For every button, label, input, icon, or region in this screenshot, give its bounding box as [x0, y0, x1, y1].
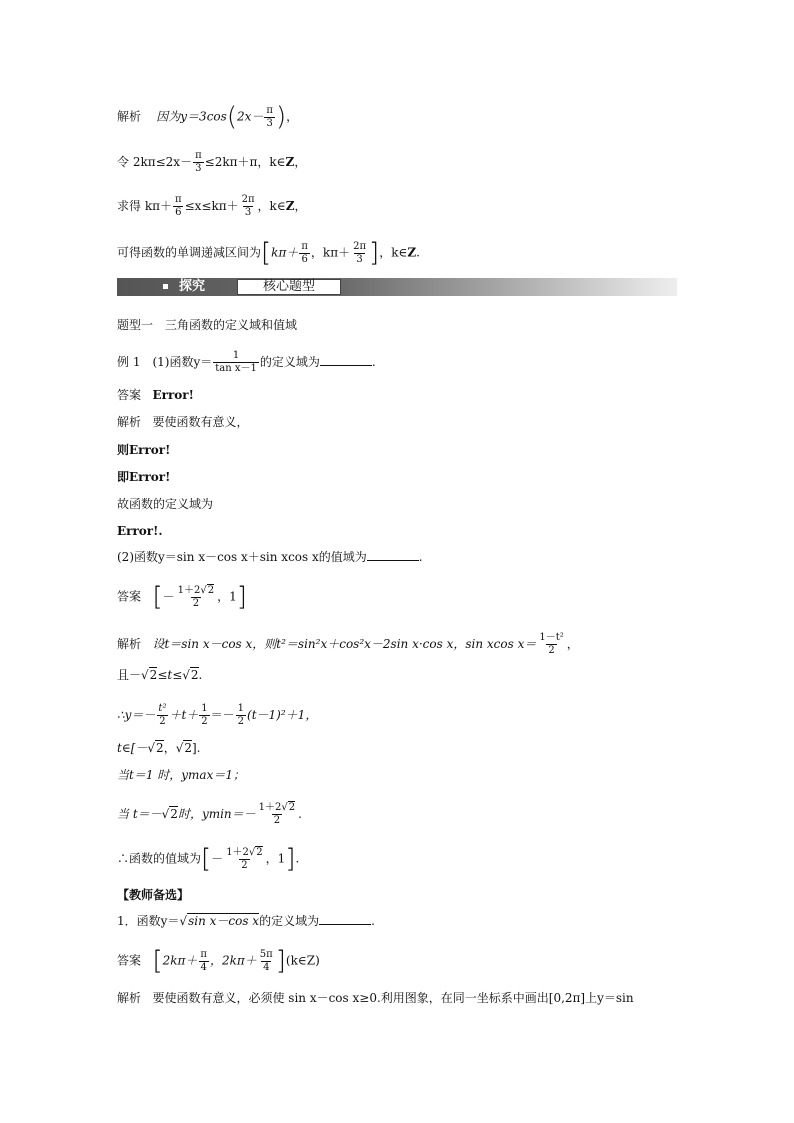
- fraction: $\frac{2\pi}{3}$: [241, 194, 255, 218]
- teacher-heading: 【教师备选】: [117, 888, 190, 902]
- fraction: $\frac{\pi}{6}$: [301, 240, 308, 265]
- answer-blank: [320, 355, 372, 366]
- fraction: $\frac{1}{2}$: [237, 703, 245, 727]
- fraction: $\frac{2\pi}{3}$: [353, 240, 367, 265]
- solution-line-6: 且－√2≤t≤√2.: [117, 668, 203, 682]
- banner-title: 探究: [179, 279, 206, 294]
- question-1: 1．函数y＝√sin x－cos x的定义域为 .: [117, 914, 375, 928]
- type-heading: 题型一 三角函数的定义域和值域: [117, 318, 298, 332]
- fraction: $\frac{\pi}{3}$: [195, 150, 202, 174]
- fraction: $\frac{1+2√2}{2}$: [177, 584, 215, 609]
- answer-line-2: 答案 [－ $\frac{1+2√2}{2}$ ，1]: [117, 582, 247, 612]
- solution-line-5: 解析 设t＝sin x－cos x，则t²＝sin²x＋cos²x－2sin x·cos x，sin xcos x＝ $\frac{\text{1－t²}}{2}$ ，: [117, 632, 579, 656]
- solution-line-4: 可得函数的单调递减区间为[kπ＋ $\frac{\pi}{6}$ ，kπ＋ $\frac{2\pi}{3}$ ]，k∈Z.: [117, 238, 420, 268]
- part-2-question: (2)函数y＝sin x－cos x＋sin xcos x的值域为 .: [117, 550, 423, 564]
- example-1-line: 例 1 (1)函数y＝ $\frac{1}{\text{tan x－1}}$ 的定义域为 .: [117, 350, 376, 374]
- fraction: $\frac{\text{1－t²}}{2}$: [539, 632, 564, 656]
- solution-line-10: 当 t＝－√2时，ymin＝－ $\frac{1+2√2}{2}$ .: [117, 802, 302, 826]
- error-line-3: Error!.: [117, 524, 163, 538]
- fraction: $\frac{1}{\text{tan x－1}}$: [215, 350, 257, 374]
- answer-line-1: 答案 Error!: [117, 388, 194, 402]
- solution-line-3: 求得 kπ＋ $\frac{\pi}{6}$ ≤x≤kπ＋ $\frac{2\pi}{3}$ ，k∈Z，: [117, 194, 307, 218]
- solution-line-9: 当t＝1 时，ymax＝1；: [117, 768, 245, 782]
- solution-intro: 解析 要使函数有意义，: [117, 415, 249, 429]
- fraction: $\frac{1+2√2}{2}$: [258, 802, 296, 826]
- answer-blank: [319, 914, 371, 925]
- fraction: $\frac{1+2√2}{2}$: [226, 846, 263, 871]
- fraction: $\frac{1}{2}$: [201, 703, 208, 727]
- domain-text: 故函数的定义域为: [117, 497, 214, 511]
- square-bullet-icon: [163, 284, 168, 289]
- fraction: $\frac{\pi}{3}$: [266, 104, 273, 129]
- solution-line-2: 令 2kπ≤2x－ $\frac{\pi}{3}$ ≤2kπ＋π，k∈Z，: [117, 150, 307, 174]
- error-line-1: 则Error!: [117, 443, 171, 457]
- answer-line-3: 答案 [2kπ＋ $\frac{\pi}{4}$ ，2kπ＋ $\frac{5\pi}{4}$ ](k∈Z): [117, 946, 320, 976]
- banner-subtitle: 核心题型: [237, 279, 341, 295]
- solution-line-8: t∈[－√2，√2].: [117, 741, 201, 755]
- range-line: ∴函数的值域为[－ $\frac{1+2√2}{2}$ ，1].: [117, 844, 300, 874]
- section-banner: [117, 278, 677, 296]
- solution-label: 解析: [117, 109, 142, 124]
- fraction: $\frac{5\pi}{4}$: [259, 948, 273, 973]
- solution-line-7: ∴y＝－ $\frac{\text{t²}}{2}$ ＋t＋ $\frac{1}{2}$ ＝－ $\frac{1}{2}$ (t－1)²＋1，: [117, 703, 318, 727]
- solution-line-last: 解析 要使函数有意义，必须使 sin x－cos x≥0.利用图象，在同一坐标系中画出[0,2π]上y＝sin: [117, 991, 634, 1005]
- fraction: $\frac{\text{t²}}{2}$: [158, 703, 167, 727]
- answer-blank: [367, 550, 419, 561]
- fraction: $\frac{\pi}{4}$: [200, 948, 207, 973]
- error-line-2: 即Error!: [117, 470, 171, 484]
- fraction: $\frac{\pi}{6}$: [174, 194, 182, 218]
- solution-line-1: 解析 因为y＝3cos(2x－ $\frac{\pi}{3}$ )，: [117, 102, 299, 132]
